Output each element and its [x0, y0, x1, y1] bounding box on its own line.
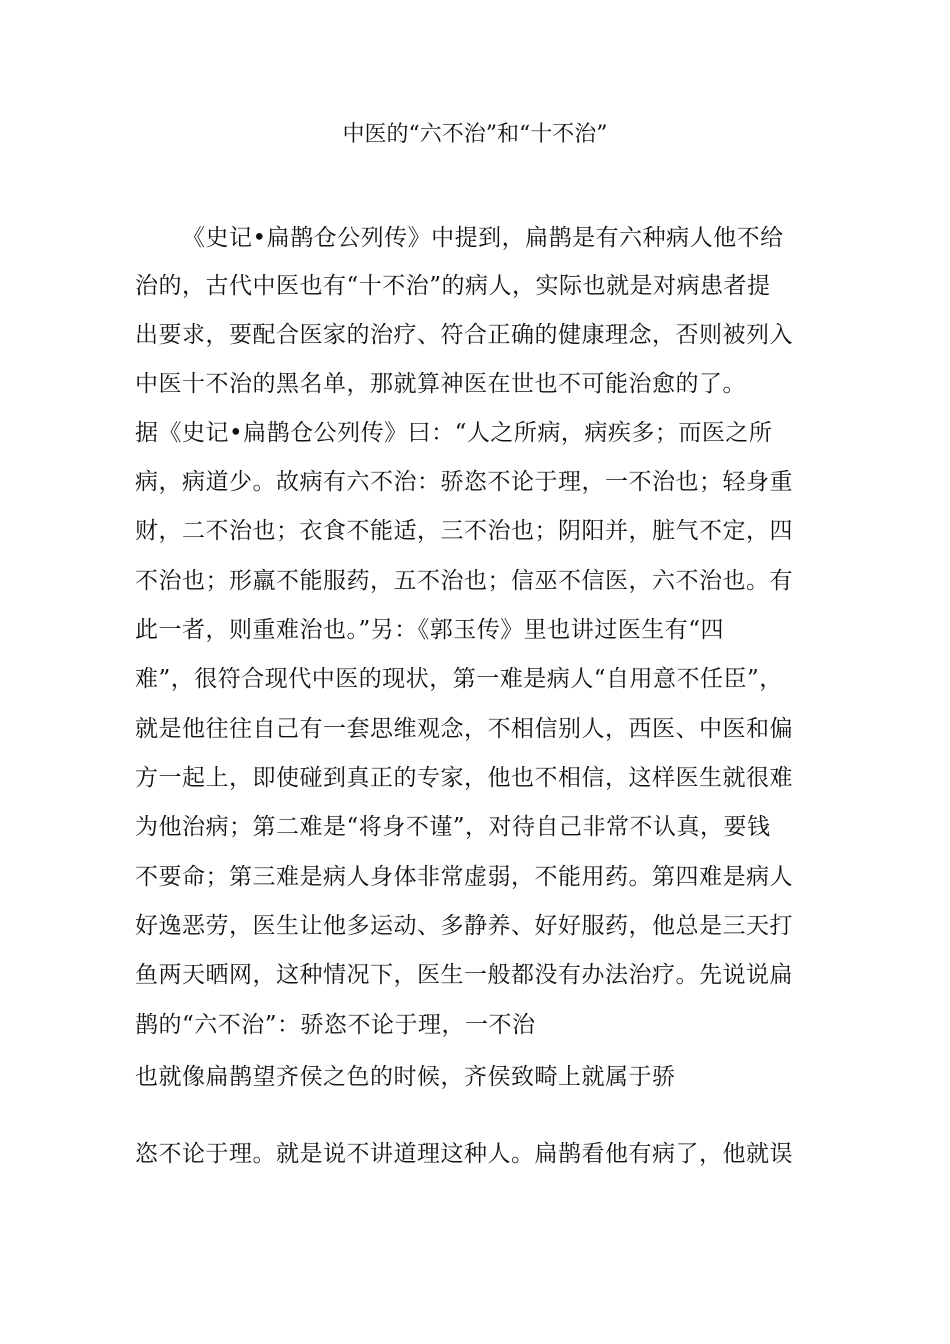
paragraph-line: 为他治病；第二难是“将身不谨”，对待自己非常不认真，要钱: [135, 814, 771, 840]
paragraph-line: 好逸恶劳，医生让他多运动、多静养、好好服药，他总是三天打: [135, 913, 793, 939]
paragraph-line: 财，二不治也；衣食不能适，三不治也；阴阳并，脏气不定，四: [135, 518, 793, 544]
paragraph-line: 据《史记•扁鹊仓公列传》曰：“人之所病，病疾多；而医之所: [135, 420, 773, 446]
paragraph-line: 恣不论于理。就是说不讲道理这种人。扁鹊看他有病了，他就误: [135, 1141, 793, 1167]
paragraph-line: 也就像扁鹊望齐侯之色的时候，齐侯致畸上就属于骄: [135, 1064, 676, 1090]
paragraph-line: 难”，很符合现代中医的现状，第一难是病人“自用意不任臣”，: [135, 666, 783, 692]
paragraph-line: 《史记•扁鹊仓公列传》中提到，扁鹊是有六种病人他不给: [182, 225, 784, 251]
paragraph-line: 就是他往往自己有一套思维观念，不相信别人，西医、中医和偏: [135, 716, 793, 742]
paragraph-line: 中医十不治的黑名单，那就算神医在世也不可能治愈的了。: [135, 371, 746, 397]
paragraph-line: 鹊的“六不治”：骄恣不论于理，一不治: [135, 1012, 536, 1038]
paragraph-line: 出要求，要配合医家的治疗、符合正确的健康理念，否则被列入: [135, 322, 793, 348]
paragraph-line: 方一起上，即使碰到真正的专家，他也不相信，这样医生就很难: [135, 765, 793, 791]
paragraph-line: 鱼两天晒网，这种情况下，医生一般都没有办法治疗。先说说扁: [135, 962, 793, 988]
document-title: 中医的“六不治”和“十不治”: [342, 122, 608, 147]
paragraph-line: 治的，古代中医也有“十不治”的病人，实际也就是对病患者提: [135, 273, 771, 299]
paragraph-line: 不要命；第三难是病人身体非常虚弱，不能用药。第四难是病人: [135, 864, 793, 890]
paragraph-line: 不治也；形羸不能服药，五不治也；信巫不信医，六不治也。有: [135, 568, 793, 594]
paragraph-line: 此一者，则重难治也。”另：《郭玉传》里也讲过医生有“四: [135, 617, 725, 643]
paragraph-line: 病，病道少。故病有六不治：骄恣不论于理，一不治也；轻身重: [135, 469, 793, 495]
